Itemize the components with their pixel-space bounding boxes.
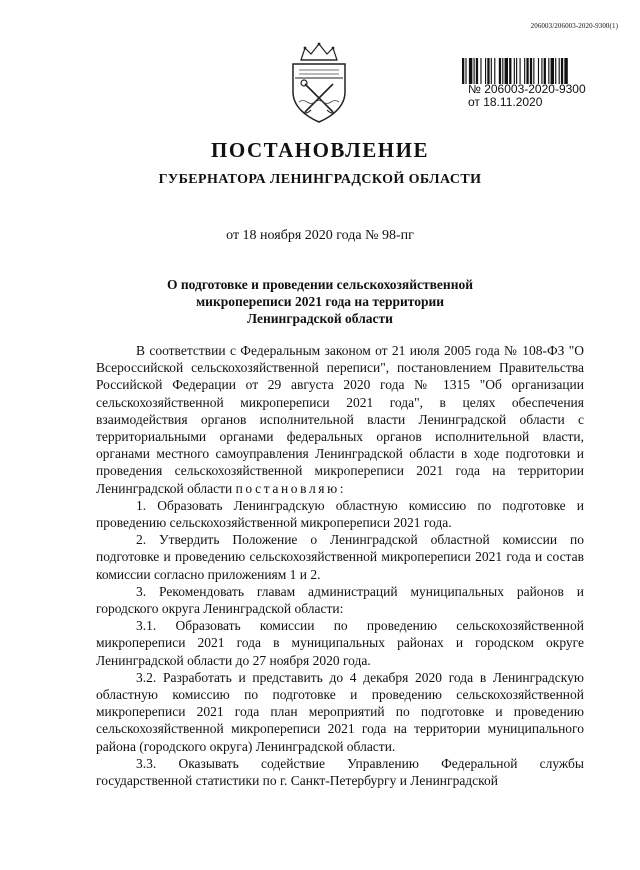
document-subtitle: ГУБЕРНАТОРА ЛЕНИНГРАДСКОЙ ОБЛАСТИ [158, 172, 482, 187]
clause-3-1: 3.1. Образовать комиссии по проведению сельскохозяйственной микропереписи 2021 года в муниципальных районах и городском округе Ленинградской области до 27 ноября 2020 года. [96, 618, 584, 668]
document-heading [140, 276, 500, 327]
clause-3-2: 3.2. Разработать и представить до 4 декабря 2020 года в Ленинградскую областную комиссию по подготовке и проведению сельскохозяйственной микропереписи 2021 года план мероприятий по подготовке и проведению сельскохозяйственной микропереписи 2021 года на территории муниципального района (городского округа) Ленинградской области. [96, 669, 584, 754]
clause-3-3: 3.3. Оказывать содействие Управлению Федеральной службы государственной статистики по г. Санкт-Петербургу и Ленинградской [96, 755, 584, 789]
registration-block [468, 83, 586, 109]
heading-line: микропереписи 2021 года на территории [195, 294, 445, 309]
heading-line: Ленинградской области [247, 311, 393, 326]
document-title: ПОСТАНОВЛЕНИЕ [211, 138, 429, 162]
document-date-number: от 18 ноября 2020 года № 98-пг [226, 228, 414, 243]
clause-3: 3. Рекомендовать главам администраций муниципальных районов и городского округа Ленинградской области: [96, 583, 584, 617]
clause-2: 2. Утвердить Положение о Ленинградской областной комиссии по подготовке и проведению сельскохозяйственной микропереписи 2021 года и состав комиссии согласно приложениям 1 и 2. [96, 532, 584, 582]
decree-word: постановляю [235, 480, 340, 496]
registration-number: № 206003-2020-9300 [468, 82, 586, 96]
registration-date: от 18.11.2020 [468, 95, 543, 109]
barcode-icon [462, 58, 614, 84]
document-body [96, 342, 584, 789]
decree-colon: : [339, 480, 344, 496]
heading-line: О подготовке и проведении сельскохозяйственной [166, 277, 474, 292]
preamble-text: В соответствии с Федеральным законом от 21 июля 2005 года № 108-ФЗ "О Всероссийской сельскохозяйственной переписи", постановлением Правительства Российской Федерации от 29 августа 2020 года № 1315 "Об организации сельскохозяйственной микропереписи 2021 года", в целях обеспечения взаимодействия органов исполнительной власти Ленинградской области с территориальными органами федеральных органов исполнительной власти, органами местного самоуправления Ленинградской области в ходе подготовки и проведения сельскохозяйственной микропереписи 2021 года на территории Ленинградской области [96, 343, 584, 496]
clause-1: 1. Образовать Ленинградскую областную комиссию по подготовке и проведению сельскохозяйственной микропереписи 2021 года. [96, 497, 584, 531]
document-code: 206003/206003-2020-9300(1) [530, 22, 618, 30]
preamble-paragraph [96, 342, 584, 497]
coat-of-arms-icon [287, 40, 351, 124]
